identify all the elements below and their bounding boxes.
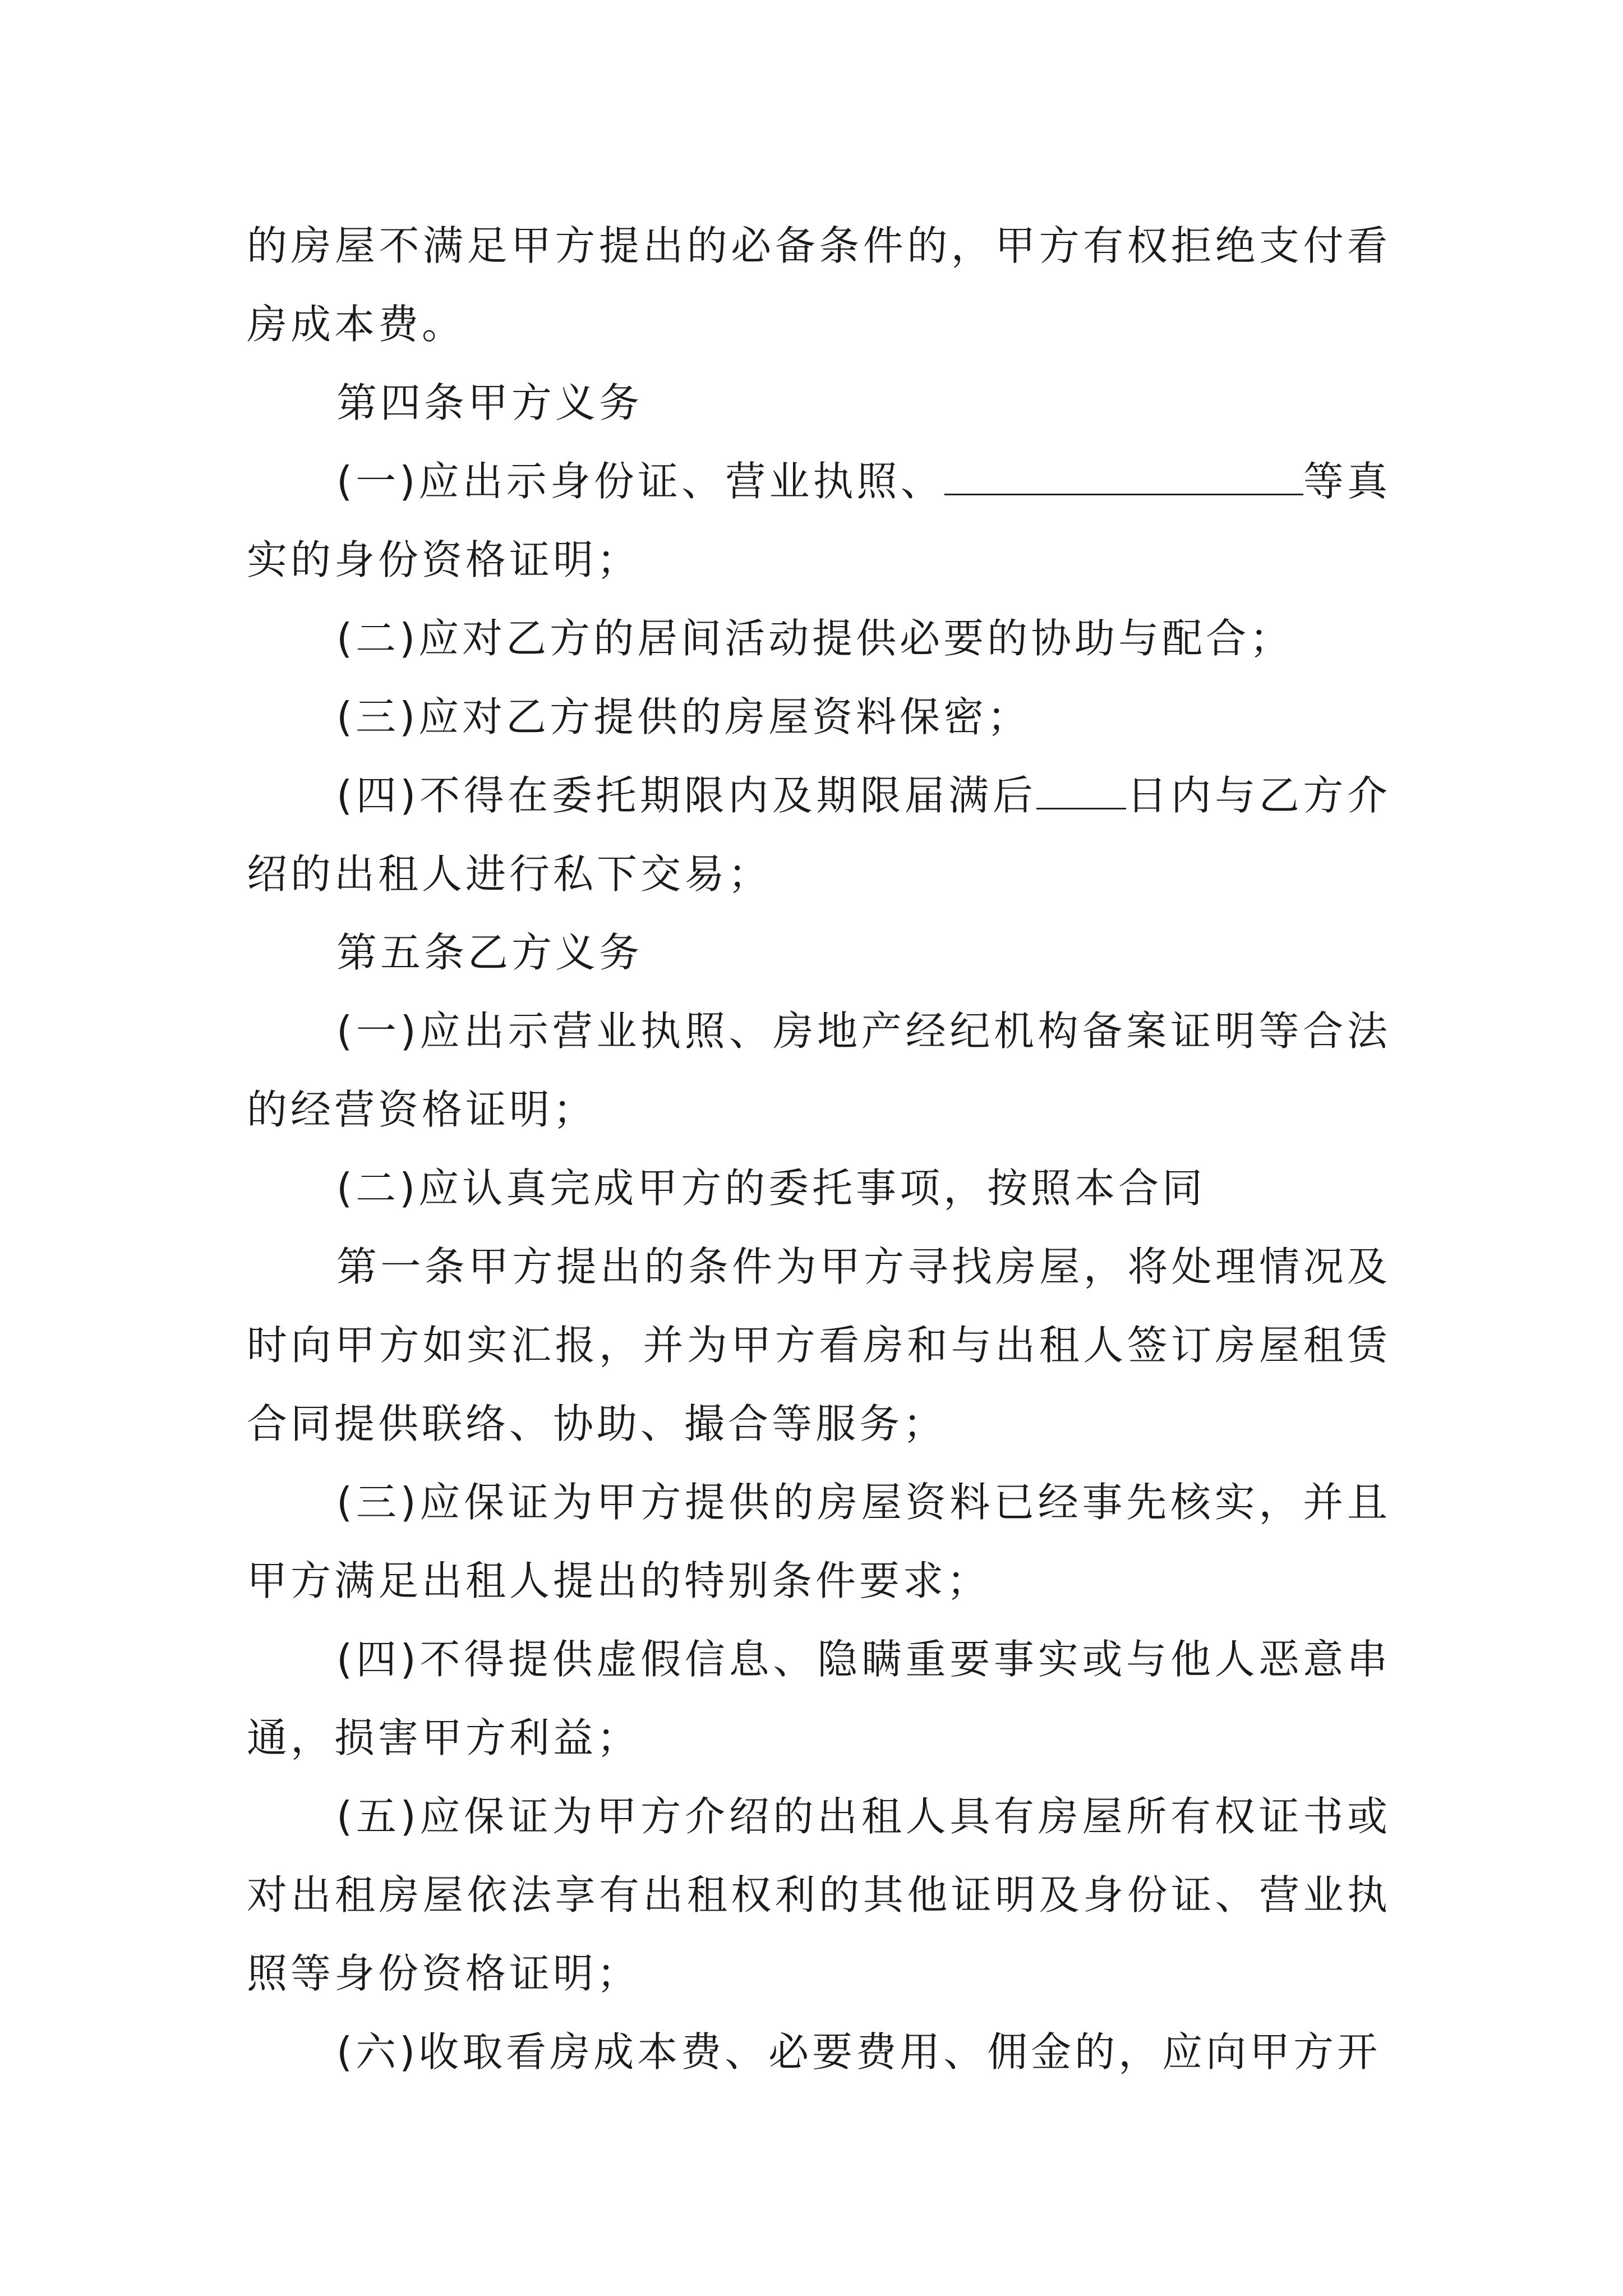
- article-5-clause-1: (一)应出示营业执照、房地产经纪机构备案证明等合法的经营资格证明；: [247, 1007, 1391, 1133]
- article-5-clause-5: (五)应保证为甲方介绍的出租人具有房屋所有权证书或对出租房屋依法享有出租权利的其他证明及身份证、营业执照等身份资格证明；: [247, 1793, 1391, 1997]
- article-4-clause-1: [247, 442, 1391, 599]
- clause-text: (四)不得在委托期限内及期限届满后: [336, 772, 1037, 819]
- article-5-clause-3: (三)应保证为甲方提供的房屋资料已经事先核实，并且甲方满足出租人提出的特别条件要求；: [247, 1479, 1391, 1604]
- article-1-reference: 第一条甲方提出的条件为甲方寻找房屋，将处理情况及时向甲方如实汇报，并为甲方看房和与出租人签订房屋租赁合同提供联络、协助、撮合等服务；: [247, 1243, 1391, 1447]
- document-body: [247, 206, 1391, 2091]
- article-5-clause-4: (四)不得提供虚假信息、隐瞒重要事实或与他人恶意串通，损害甲方利益；: [247, 1636, 1391, 1761]
- clause-text: (一)应出示身份证、营业执照、: [336, 458, 944, 505]
- article-4-clause-2: (二)应对乙方的居间活动提供必要的协助与配合；: [336, 615, 1294, 662]
- clause-text: 等真实的身份资格证明；: [247, 458, 1391, 583]
- fill-in-blank: [944, 493, 1303, 495]
- article-5-clause-2: (二)应认真完成甲方的委托事项，按照本合同: [336, 1165, 1206, 1212]
- article-5-clause-6: (六)收取看房成本费、必要费用、佣金的，应向甲方开: [336, 2028, 1381, 2076]
- article-4-heading: 第四条甲方义务: [336, 379, 643, 426]
- article-5-heading: 第五条乙方义务: [336, 929, 643, 976]
- paragraph-continuation: 的房屋不满足甲方提出的必备条件的，甲方有权拒绝支付看房成本费。: [247, 222, 1391, 348]
- article-4-clause-4: [247, 756, 1391, 913]
- article-4-clause-3: (三)应对乙方提供的房屋资料保密；: [336, 693, 1031, 740]
- clause-text: 日内与乙方介绍的出租人进行私下交易；: [247, 772, 1391, 898]
- fill-in-blank: [1036, 807, 1126, 809]
